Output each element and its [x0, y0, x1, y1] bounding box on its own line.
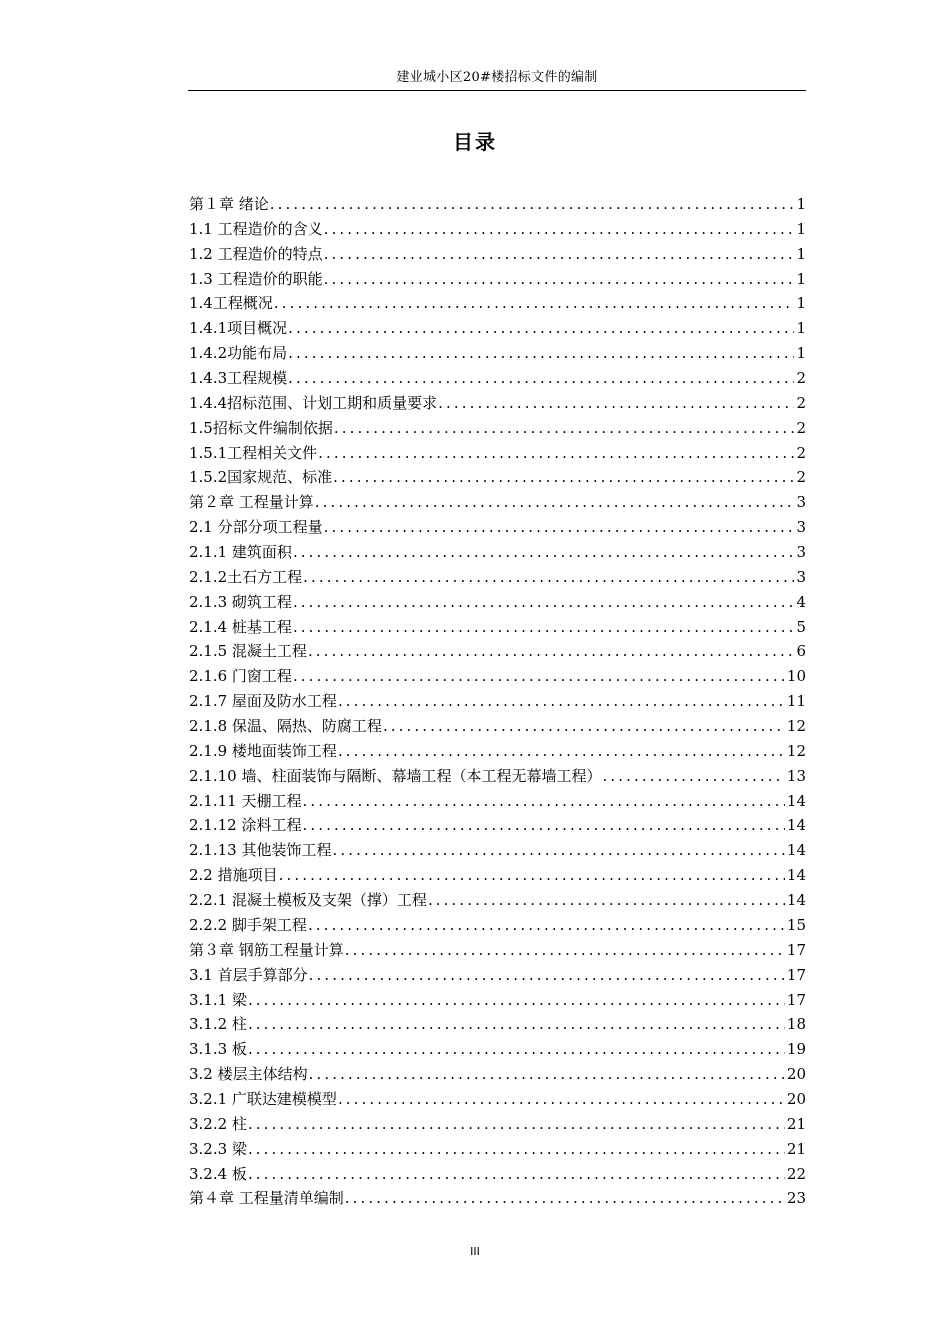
toc-dot-leader [248, 1162, 785, 1187]
toc-entry[interactable] [189, 192, 806, 217]
toc-entry-page: 2 [796, 418, 806, 437]
toc-entry-page: 18 [786, 1015, 806, 1034]
toc-entry-page: 3 [796, 518, 806, 537]
toc-entry-label: 1.4.2功能布局 [189, 344, 288, 363]
toc-entry-page: 21 [786, 1114, 806, 1133]
toc-entry-page: 4 [796, 592, 806, 611]
toc-dot-leader [324, 242, 795, 267]
toc-entry[interactable] [189, 714, 806, 739]
toc-entry-page: 13 [786, 766, 806, 785]
toc-entry[interactable] [189, 242, 806, 267]
toc-dot-leader [248, 1112, 785, 1137]
toc-dot-leader [288, 366, 794, 391]
toc-dot-leader [288, 316, 794, 341]
toc-entry-label: 1.2 工程造价的特点 [189, 244, 323, 263]
toc-entry-page: 12 [786, 717, 806, 736]
toc-entry[interactable] [189, 863, 806, 888]
toc-entry-label: 3.2 楼层主体结构 [189, 1065, 308, 1084]
toc-entry-page: 1 [796, 344, 806, 363]
toc-dot-leader [270, 192, 795, 217]
toc-dot-leader [315, 490, 795, 515]
toc-dot-leader [333, 465, 794, 490]
toc-entry-label: 2.1.7 屋面及防水工程 [189, 692, 337, 711]
toc-entry[interactable] [189, 1162, 806, 1187]
table-of-contents [189, 192, 806, 1211]
toc-dot-leader [332, 838, 784, 863]
toc-entry[interactable] [189, 813, 806, 838]
toc-dot-leader [308, 913, 785, 938]
toc-entry[interactable] [189, 316, 806, 341]
toc-dot-leader [438, 391, 794, 416]
toc-entry-label: 2.1.4 桩基工程 [189, 617, 292, 636]
toc-dot-leader [293, 540, 795, 565]
toc-dot-leader [288, 341, 794, 366]
toc-entry[interactable] [189, 1112, 806, 1137]
toc-entry-label: 2.1.8 保温、隔热、防腐工程 [189, 717, 382, 736]
toc-entry[interactable] [189, 639, 806, 664]
toc-entry-page: 1 [796, 319, 806, 338]
toc-entry-label: 1.4工程概况 [189, 294, 273, 313]
toc-entry-page: 3 [796, 543, 806, 562]
page-header [188, 64, 806, 91]
toc-entry-label: 1.4.3工程规模 [189, 369, 288, 388]
toc-entry-label: 2.1.9 楼地面装饰工程 [189, 741, 337, 760]
toc-entry-page: 20 [786, 1089, 806, 1108]
toc-dot-leader [428, 888, 785, 913]
toc-entry-label: 2.2 措施项目 [189, 866, 278, 885]
toc-entry[interactable] [189, 515, 806, 540]
toc-dot-leader [302, 813, 784, 838]
toc-entry[interactable] [189, 615, 806, 640]
toc-entry-page: 17 [786, 990, 806, 1009]
toc-dot-leader [324, 267, 795, 292]
page-number: III [470, 1245, 480, 1258]
toc-entry[interactable] [189, 1087, 806, 1112]
toc-entry[interactable] [189, 441, 806, 466]
toc-entry-page: 2 [796, 369, 806, 388]
toc-entry-page: 3 [796, 493, 806, 512]
toc-entry-page: 1 [796, 294, 806, 313]
toc-dot-leader [248, 1037, 785, 1062]
toc-entry-page: 15 [786, 915, 806, 934]
toc-entry-label: 1.5招标文件编制依据 [189, 418, 333, 437]
toc-dot-leader [334, 416, 795, 441]
toc-dot-leader [345, 938, 785, 963]
toc-entry-label: 1.5.2国家规范、标准 [189, 468, 333, 487]
toc-entry-label: 2.1.10 墙、柱面装饰与隔断、幕墙工程（本工程无幕墙工程） [189, 766, 602, 785]
toc-entry-label: 3.2.2 柱 [189, 1114, 247, 1133]
toc-entry-label: 2.1.6 门窗工程 [189, 667, 292, 686]
toc-dot-leader [602, 764, 784, 789]
toc-entry-page: 14 [786, 816, 806, 835]
toc-entry-label: 2.1.2土石方工程 [189, 567, 303, 586]
toc-entry[interactable] [189, 664, 806, 689]
toc-entry-label: 3.2.3 梁 [189, 1139, 247, 1158]
toc-dot-leader [309, 1062, 785, 1087]
toc-entry-label: 2.2.1 混凝土模板及支架（撑）工程 [189, 891, 427, 910]
toc-entry-label: 3.1.3 板 [189, 1040, 247, 1059]
toc-dot-leader [293, 664, 785, 689]
toc-dot-leader [248, 1137, 785, 1162]
toc-entry-label: 2.1.11 天棚工程 [189, 791, 302, 810]
toc-entry[interactable] [189, 391, 806, 416]
toc-dot-leader [324, 515, 795, 540]
header-title: 建业城小区20#楼招标文件的编制 [396, 70, 598, 85]
toc-entry[interactable] [189, 838, 806, 863]
toc-entry-page: 14 [786, 841, 806, 860]
toc-entry-page: 22 [786, 1164, 806, 1183]
toc-dot-leader [338, 689, 785, 714]
toc-entry[interactable] [189, 590, 806, 615]
toc-entry[interactable] [189, 267, 806, 292]
toc-entry[interactable] [189, 789, 806, 814]
toc-entry-label: 2.1.3 砌筑工程 [189, 592, 292, 611]
toc-entry[interactable] [189, 565, 806, 590]
toc-entry-label: 2.1.1 建筑面积 [189, 543, 292, 562]
toc-entry[interactable] [189, 465, 806, 490]
toc-entry[interactable] [189, 341, 806, 366]
toc-entry-page: 14 [786, 791, 806, 810]
toc-dot-leader [279, 863, 785, 888]
toc-dot-leader [309, 963, 785, 988]
toc-dot-leader [318, 441, 794, 466]
toc-dot-leader [293, 590, 795, 615]
toc-entry-label: 第１章 绪论 [189, 195, 269, 213]
toc-entry-label: 2.1 分部分项工程量 [189, 518, 323, 537]
toc-entry[interactable] [189, 938, 806, 963]
toc-dot-leader [345, 1186, 785, 1211]
toc-entry-label: 3.2.1 广联达建模模型 [189, 1089, 337, 1108]
toc-dot-leader [248, 1012, 785, 1037]
toc-entry-label: 1.5.1工程相关文件 [189, 443, 318, 462]
toc-entry[interactable] [189, 1137, 806, 1162]
toc-dot-leader [274, 291, 795, 316]
toc-dot-leader [293, 615, 795, 640]
toc-entry[interactable] [189, 764, 806, 789]
toc-entry-page: 17 [786, 940, 806, 959]
toc-entry[interactable] [189, 1012, 806, 1037]
toc-entry[interactable] [189, 416, 806, 441]
toc-entry-page: 23 [786, 1189, 806, 1208]
toc-entry-page: 6 [796, 642, 806, 661]
toc-entry-page: 1 [796, 269, 806, 288]
toc-entry-page: 2 [796, 468, 806, 487]
toc-entry-label: 第３章 钢筋工程量计算 [189, 940, 344, 959]
toc-entry-page: 10 [786, 667, 806, 686]
toc-entry[interactable] [189, 913, 806, 938]
toc-entry-page: 14 [786, 891, 806, 910]
toc-entry-label: 1.4.4招标范围、计划工期和质量要求 [189, 393, 438, 412]
toc-entry-label: 第４章 工程量清单编制 [189, 1189, 344, 1208]
toc-dot-leader [324, 217, 795, 242]
toc-entry-page: 20 [786, 1065, 806, 1084]
toc-dot-leader [383, 714, 785, 739]
toc-entry-page: 5 [796, 617, 806, 636]
toc-entry[interactable] [189, 963, 806, 988]
toc-entry-page: 1 [796, 219, 806, 238]
toc-entry-label: 2.1.5 混凝土工程 [189, 642, 307, 661]
toc-entry[interactable] [189, 1037, 806, 1062]
toc-entry-page: 1 [796, 244, 806, 263]
toc-dot-leader [308, 639, 795, 664]
toc-entry-page: 19 [786, 1040, 806, 1059]
toc-entry-page: 14 [786, 866, 806, 885]
toc-entry-label: 3.1 首层手算部分 [189, 965, 308, 984]
toc-entry-label: 2.2.2 脚手架工程 [189, 915, 307, 934]
toc-entry-label: 2.1.13 其他装饰工程 [189, 841, 332, 860]
toc-entry-page: 1 [796, 195, 806, 213]
toc-entry-page: 12 [786, 741, 806, 760]
toc-entry[interactable] [189, 490, 806, 515]
toc-entry-label: 3.1.1 梁 [189, 990, 247, 1009]
toc-dot-leader [303, 565, 794, 590]
toc-entry-page: 2 [796, 393, 806, 412]
toc-dot-leader [338, 739, 785, 764]
toc-entry[interactable] [189, 1186, 806, 1211]
toc-entry[interactable] [189, 739, 806, 764]
toc-entry[interactable] [189, 1062, 806, 1087]
toc-entry-page: 21 [786, 1139, 806, 1158]
toc-entry-label: 第２章 工程量计算 [189, 493, 314, 512]
toc-entry[interactable] [189, 540, 806, 565]
toc-entry[interactable] [189, 217, 806, 242]
toc-entry-label: 3.2.4 板 [189, 1164, 247, 1183]
toc-entry-page: 3 [796, 567, 806, 586]
toc-entry-label: 3.1.2 柱 [189, 1015, 247, 1034]
toc-entry[interactable] [189, 291, 806, 316]
toc-entry-label: 2.1.12 涂料工程 [189, 816, 302, 835]
toc-entry-label: 1.1 工程造价的含义 [189, 219, 323, 238]
toc-entry-page: 11 [786, 692, 806, 711]
toc-entry[interactable] [189, 888, 806, 913]
toc-entry-page: 17 [786, 965, 806, 984]
toc-entry[interactable] [189, 988, 806, 1013]
toc-entry[interactable] [189, 366, 806, 391]
toc-entry-label: 1.3 工程造价的职能 [189, 269, 323, 288]
toc-dot-leader [338, 1087, 785, 1112]
toc-entry[interactable] [189, 689, 806, 714]
toc-entry-label: 1.4.1项目概况 [189, 319, 288, 338]
toc-dot-leader [302, 789, 784, 814]
page-title: 目录 [453, 130, 497, 154]
toc-entry-page: 2 [796, 443, 806, 462]
toc-dot-leader [248, 988, 785, 1013]
